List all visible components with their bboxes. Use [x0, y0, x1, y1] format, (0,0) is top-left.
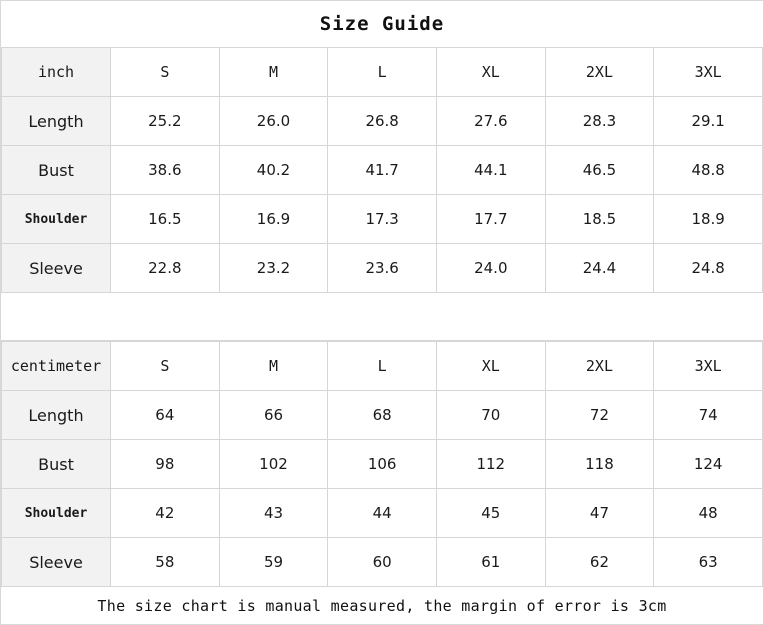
- unit-label-inch: inch: [2, 48, 111, 97]
- cell-value: 60: [328, 538, 437, 587]
- cell-value: 42: [111, 489, 220, 538]
- cell-value: 22.8: [111, 244, 220, 293]
- table-row: [2, 97, 763, 146]
- cell-value: 58: [111, 538, 220, 587]
- row-label-bust: Bust: [2, 146, 111, 195]
- table-row: [2, 440, 763, 489]
- size-header-3xl: 3XL: [654, 48, 763, 97]
- cell-value: 62: [545, 538, 654, 587]
- row-label-length: Length: [2, 391, 111, 440]
- cell-value: 124: [654, 440, 763, 489]
- size-table-centimeter: [1, 341, 763, 587]
- cell-value: 17.7: [436, 195, 545, 244]
- cell-value: 29.1: [654, 97, 763, 146]
- page-title: Size Guide: [1, 1, 763, 47]
- cell-value: 26.8: [328, 97, 437, 146]
- size-header-m: M: [219, 48, 328, 97]
- row-label-sleeve: Sleeve: [2, 538, 111, 587]
- cell-value: 40.2: [219, 146, 328, 195]
- cell-value: 16.5: [111, 195, 220, 244]
- measurement-disclaimer: The size chart is manual measured, the margin of error is 3cm: [1, 587, 763, 624]
- cell-value: 23.2: [219, 244, 328, 293]
- cell-value: 48.8: [654, 146, 763, 195]
- table-row: [2, 538, 763, 587]
- cell-value: 47: [545, 489, 654, 538]
- table-header-row: [2, 48, 763, 97]
- table-row: [2, 391, 763, 440]
- row-label-bust: Bust: [2, 440, 111, 489]
- row-label-shoulder: Shoulder: [2, 195, 111, 244]
- cell-value: 17.3: [328, 195, 437, 244]
- cell-value: 16.9: [219, 195, 328, 244]
- size-header-xl: XL: [436, 342, 545, 391]
- row-label-length: Length: [2, 97, 111, 146]
- cell-value: 28.3: [545, 97, 654, 146]
- cell-value: 24.8: [654, 244, 763, 293]
- size-header-m: M: [219, 342, 328, 391]
- size-header-l: L: [328, 342, 437, 391]
- cell-value: 23.6: [328, 244, 437, 293]
- table-row: [2, 195, 763, 244]
- table-row: [2, 244, 763, 293]
- cell-value: 44.1: [436, 146, 545, 195]
- table-header-row: [2, 342, 763, 391]
- cell-value: 61: [436, 538, 545, 587]
- size-header-3xl: 3XL: [654, 342, 763, 391]
- cell-value: 48: [654, 489, 763, 538]
- cell-value: 72: [545, 391, 654, 440]
- cell-value: 106: [328, 440, 437, 489]
- row-label-sleeve: Sleeve: [2, 244, 111, 293]
- cell-value: 68: [328, 391, 437, 440]
- size-header-s: S: [111, 342, 220, 391]
- cell-value: 63: [654, 538, 763, 587]
- cell-value: 44: [328, 489, 437, 538]
- cell-value: 112: [436, 440, 545, 489]
- size-header-2xl: 2XL: [545, 48, 654, 97]
- size-header-l: L: [328, 48, 437, 97]
- cell-value: 70: [436, 391, 545, 440]
- size-table-inch: [1, 47, 763, 293]
- cell-value: 66: [219, 391, 328, 440]
- cell-value: 38.6: [111, 146, 220, 195]
- cell-value: 18.9: [654, 195, 763, 244]
- cell-value: 98: [111, 440, 220, 489]
- cell-value: 24.0: [436, 244, 545, 293]
- table-separator: [1, 293, 763, 341]
- cell-value: 25.2: [111, 97, 220, 146]
- cell-value: 118: [545, 440, 654, 489]
- cell-value: 18.5: [545, 195, 654, 244]
- cell-value: 74: [654, 391, 763, 440]
- unit-label-centimeter: centimeter: [2, 342, 111, 391]
- cell-value: 59: [219, 538, 328, 587]
- cell-value: 24.4: [545, 244, 654, 293]
- cell-value: 43: [219, 489, 328, 538]
- cell-value: 41.7: [328, 146, 437, 195]
- cell-value: 45: [436, 489, 545, 538]
- cell-value: 102: [219, 440, 328, 489]
- size-header-xl: XL: [436, 48, 545, 97]
- table-row: [2, 146, 763, 195]
- size-header-s: S: [111, 48, 220, 97]
- size-header-2xl: 2XL: [545, 342, 654, 391]
- cell-value: 64: [111, 391, 220, 440]
- table-row: [2, 489, 763, 538]
- cell-value: 46.5: [545, 146, 654, 195]
- cell-value: 27.6: [436, 97, 545, 146]
- cell-value: 26.0: [219, 97, 328, 146]
- row-label-shoulder: Shoulder: [2, 489, 111, 538]
